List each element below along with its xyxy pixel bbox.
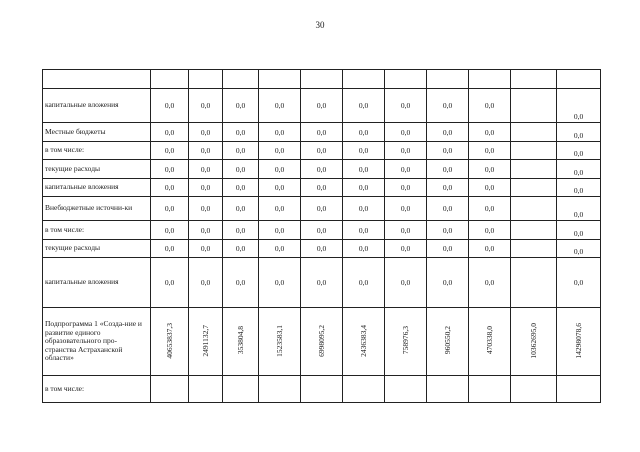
cell: 0,0 [151, 240, 189, 258]
cell [557, 70, 601, 89]
cell: 0,0 [259, 179, 301, 197]
cell [385, 70, 427, 89]
cell [343, 70, 385, 89]
cell: 0,0 [343, 89, 385, 123]
table-row [43, 179, 601, 197]
row-label: в том числе: [43, 142, 151, 160]
cell [223, 70, 259, 89]
cell: 0,0 [151, 197, 189, 221]
cell: 0,0 [151, 142, 189, 160]
cell: 0,0 [151, 179, 189, 197]
cell [511, 258, 557, 308]
cell: 0,0 [189, 142, 223, 160]
cell-value: 353804,8 [236, 326, 245, 355]
cell: 0,0 [385, 179, 427, 197]
cell [511, 197, 557, 221]
cell [511, 240, 557, 258]
row-label: текущие расходы [43, 160, 151, 179]
cell: 0,0 [151, 221, 189, 240]
row-label: в том числе: [43, 376, 151, 403]
cell [301, 308, 343, 376]
cell: 0,0 [427, 179, 469, 197]
cell: 0,0 [189, 221, 223, 240]
cell [223, 308, 259, 376]
cell: 0,0 [301, 258, 343, 308]
cell [151, 70, 189, 89]
cell: 0,0 [385, 142, 427, 160]
cell: 0,0 [301, 89, 343, 123]
budget-table [42, 69, 601, 403]
cell: 0,0 [223, 197, 259, 221]
cell [511, 142, 557, 160]
cell: 0,0 [189, 123, 223, 142]
cell [259, 308, 301, 376]
cell: 0,0 [189, 258, 223, 308]
cell [511, 376, 557, 403]
cell [511, 179, 557, 197]
cell-value: 1523583,1 [275, 324, 284, 357]
cell: 0,0 [557, 240, 601, 258]
cell: 0,0 [427, 123, 469, 142]
cell: 0,0 [385, 221, 427, 240]
cell: 0,0 [223, 258, 259, 308]
cell: 0,0 [557, 197, 601, 221]
cell: 0,0 [557, 179, 601, 197]
cell: 0,0 [385, 160, 427, 179]
cell: 0,0 [223, 221, 259, 240]
cell: 0,0 [427, 160, 469, 179]
cell: 0,0 [301, 142, 343, 160]
cell: 0,0 [343, 123, 385, 142]
cell [427, 70, 469, 89]
row-label: Внебюджетные источни-ки [43, 197, 151, 221]
cell: 0,0 [557, 160, 601, 179]
cell: 0,0 [469, 89, 511, 123]
cell [385, 376, 427, 403]
cell: 0,0 [223, 89, 259, 123]
page-number: 30 [315, 20, 325, 30]
subprogram-row [43, 308, 601, 376]
cell [427, 376, 469, 403]
cell [511, 70, 557, 89]
cell: 0,0 [343, 179, 385, 197]
cell: 0,0 [469, 123, 511, 142]
cell: 0,0 [343, 142, 385, 160]
cell: 0,0 [151, 258, 189, 308]
cell [343, 308, 385, 376]
cell: 0,0 [301, 240, 343, 258]
cell: 0,0 [427, 197, 469, 221]
cell: 0,0 [343, 160, 385, 179]
cell [511, 89, 557, 123]
cell [511, 221, 557, 240]
cell [511, 123, 557, 142]
cell [259, 376, 301, 403]
table-row [43, 197, 601, 221]
row-label: Местные бюджеты [43, 123, 151, 142]
cell-value: 10362695,0 [529, 322, 538, 359]
cell: 0,0 [427, 240, 469, 258]
cell: 0,0 [189, 240, 223, 258]
row-label: капитальные вложения [43, 89, 151, 123]
table-row [43, 376, 601, 403]
table-row [43, 258, 601, 308]
cell: 0,0 [301, 123, 343, 142]
cell: 0,0 [189, 197, 223, 221]
cell: 0,0 [301, 160, 343, 179]
cell [189, 308, 223, 376]
cell: 0,0 [385, 89, 427, 123]
cell: 0,0 [557, 221, 601, 240]
cell [223, 376, 259, 403]
cell-value: 758976,3 [401, 326, 410, 355]
cell: 0,0 [189, 89, 223, 123]
cell: 0,0 [385, 123, 427, 142]
cell: 0,0 [259, 142, 301, 160]
cell: 0,0 [301, 221, 343, 240]
cell: 0,0 [557, 258, 601, 308]
cell [469, 70, 511, 89]
table-row [43, 160, 601, 179]
cell-value: 2491132,7 [201, 324, 210, 357]
cell-value: 2436383,4 [359, 324, 368, 357]
cell: 0,0 [469, 258, 511, 308]
cell: 0,0 [385, 258, 427, 308]
cell [427, 308, 469, 376]
cell: 0,0 [189, 179, 223, 197]
cell: 0,0 [557, 89, 601, 123]
row-label: в том числе: [43, 221, 151, 240]
row-label: капитальные вложения [43, 258, 151, 308]
cell: 0,0 [301, 179, 343, 197]
row-label: капитальные вложения [43, 179, 151, 197]
cell: 0,0 [151, 123, 189, 142]
cell: 0,0 [385, 197, 427, 221]
cell [189, 70, 223, 89]
row-label [43, 70, 151, 89]
table-row [43, 70, 601, 89]
cell: 0,0 [469, 197, 511, 221]
cell [343, 376, 385, 403]
cell: 0,0 [427, 89, 469, 123]
cell [557, 376, 601, 403]
cell: 0,0 [223, 160, 259, 179]
table-row [43, 89, 601, 123]
cell: 0,0 [223, 179, 259, 197]
cell [511, 308, 557, 376]
cell: 0,0 [469, 160, 511, 179]
cell: 0,0 [343, 197, 385, 221]
cell-value: 470338,0 [485, 326, 494, 355]
cell: 0,0 [469, 142, 511, 160]
cell: 0,0 [223, 142, 259, 160]
cell: 0,0 [469, 221, 511, 240]
cell-value: 40653837,3 [165, 322, 174, 359]
cell [469, 376, 511, 403]
cell [151, 308, 189, 376]
cell: 0,0 [259, 197, 301, 221]
row-label: Подпрограмма 1 «Созда-ние и развитие единого образовательного про-странства Астраханской области» [43, 308, 151, 376]
table-row [43, 221, 601, 240]
table-row [43, 123, 601, 142]
cell: 0,0 [259, 240, 301, 258]
cell: 0,0 [259, 258, 301, 308]
cell: 0,0 [385, 240, 427, 258]
cell [557, 308, 601, 376]
cell-value: 14298078,6 [574, 322, 583, 359]
cell: 0,0 [469, 179, 511, 197]
cell [259, 70, 301, 89]
cell: 0,0 [259, 160, 301, 179]
cell [189, 376, 223, 403]
cell [511, 160, 557, 179]
table-row [43, 240, 601, 258]
cell: 0,0 [343, 240, 385, 258]
cell [301, 376, 343, 403]
cell: 0,0 [189, 160, 223, 179]
cell: 0,0 [469, 240, 511, 258]
cell: 0,0 [557, 123, 601, 142]
cell: 0,0 [427, 221, 469, 240]
cell: 0,0 [301, 197, 343, 221]
cell: 0,0 [223, 240, 259, 258]
cell: 0,0 [259, 221, 301, 240]
table-row [43, 142, 601, 160]
cell-value: 6998095,2 [317, 324, 326, 357]
cell: 0,0 [223, 123, 259, 142]
cell: 0,0 [427, 258, 469, 308]
cell: 0,0 [259, 123, 301, 142]
cell: 0,0 [151, 160, 189, 179]
cell: 0,0 [427, 142, 469, 160]
cell: 0,0 [151, 89, 189, 123]
row-label: текущие расходы [43, 240, 151, 258]
cell [151, 376, 189, 403]
cell-value: 960550,2 [443, 326, 452, 355]
cell: 0,0 [259, 89, 301, 123]
cell [385, 308, 427, 376]
cell: 0,0 [343, 221, 385, 240]
cell [301, 70, 343, 89]
cell: 0,0 [557, 142, 601, 160]
cell: 0,0 [343, 258, 385, 308]
cell [469, 308, 511, 376]
